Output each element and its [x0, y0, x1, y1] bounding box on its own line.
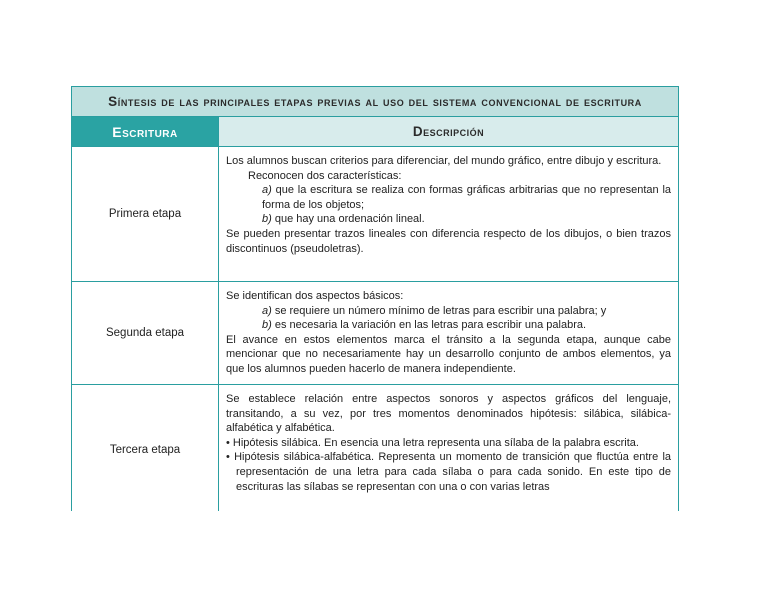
item-marker: a)	[262, 184, 272, 197]
description-line: El avance en estos elementos marca el tránsito a la segunda etapa, aunque cabe mencionar que no necesariamente hay un desarrollo conjunto de ambos elementos, ya que los alumnos pueden hacerlo de manera independiente.	[226, 333, 672, 375]
description-line: Los alumnos buscan criterios para diferenciar, del mundo gráfico, entre dibujo y escritura.	[226, 155, 662, 167]
table-row	[72, 385, 679, 515]
description-line: Reconocen dos características:	[248, 169, 402, 182]
item-text: que hay una ordenación lineal.	[271, 213, 425, 226]
stage-description	[219, 385, 679, 515]
description-item	[226, 304, 671, 319]
item-text: es necesaria la variación en las letras para escribir una palabra.	[271, 319, 587, 332]
description-line: Se identifican dos aspectos básicos:	[226, 290, 404, 302]
item-marker: b)	[262, 319, 272, 332]
column-header-descripcion: Descripción	[219, 117, 679, 147]
description-line: Se establece relación entre aspectos sonoros y aspectos gráficos del lenguaje, transitando, a su vez, por tres momentos denominados hipótesis: silábica, silábica-alfabética y alfabética.	[226, 393, 672, 435]
synthesis-table	[71, 86, 679, 515]
description-item	[226, 183, 671, 212]
table-row	[72, 282, 679, 385]
item-text: se requiere un número mínimo de letras para escribir una palabra; y	[271, 304, 607, 317]
bullet-line: • Hipótesis silábica-alfabética. Representa un momento de transición que fluctúa entre la representación de una letra para cada sílaba o para cada sonido. En este tipo de escrituras las sílabas se representan con una o con varias letras	[226, 451, 672, 493]
table-title: Síntesis de las principales etapas previas al uso del sistema convencional de escritura	[72, 87, 679, 117]
stage-label: Tercera etapa	[72, 385, 219, 515]
item-marker: b)	[262, 213, 272, 226]
bullet-line: • Hipótesis silábica. En esencia una letra representa una sílaba de la palabra escrita.	[226, 436, 639, 449]
stage-description	[219, 147, 679, 282]
stage-label: Primera etapa	[72, 147, 219, 282]
item-marker: a)	[262, 304, 272, 317]
description-item	[226, 318, 671, 333]
column-header-escritura: Escritura	[72, 117, 219, 147]
page-blank-area	[0, 511, 768, 594]
table-row	[72, 147, 679, 282]
description-item	[226, 212, 671, 227]
stage-description	[219, 282, 679, 385]
item-text: que la escritura se realiza con formas gráficas arbitrarias que no representan la forma de los objetos;	[262, 184, 672, 211]
stage-label: Segunda etapa	[72, 282, 219, 385]
description-line: Se pueden presentar trazos lineales con diferencia respecto de los dibujos, o bien trazos discontinuos (pseudoletras).	[226, 227, 672, 255]
